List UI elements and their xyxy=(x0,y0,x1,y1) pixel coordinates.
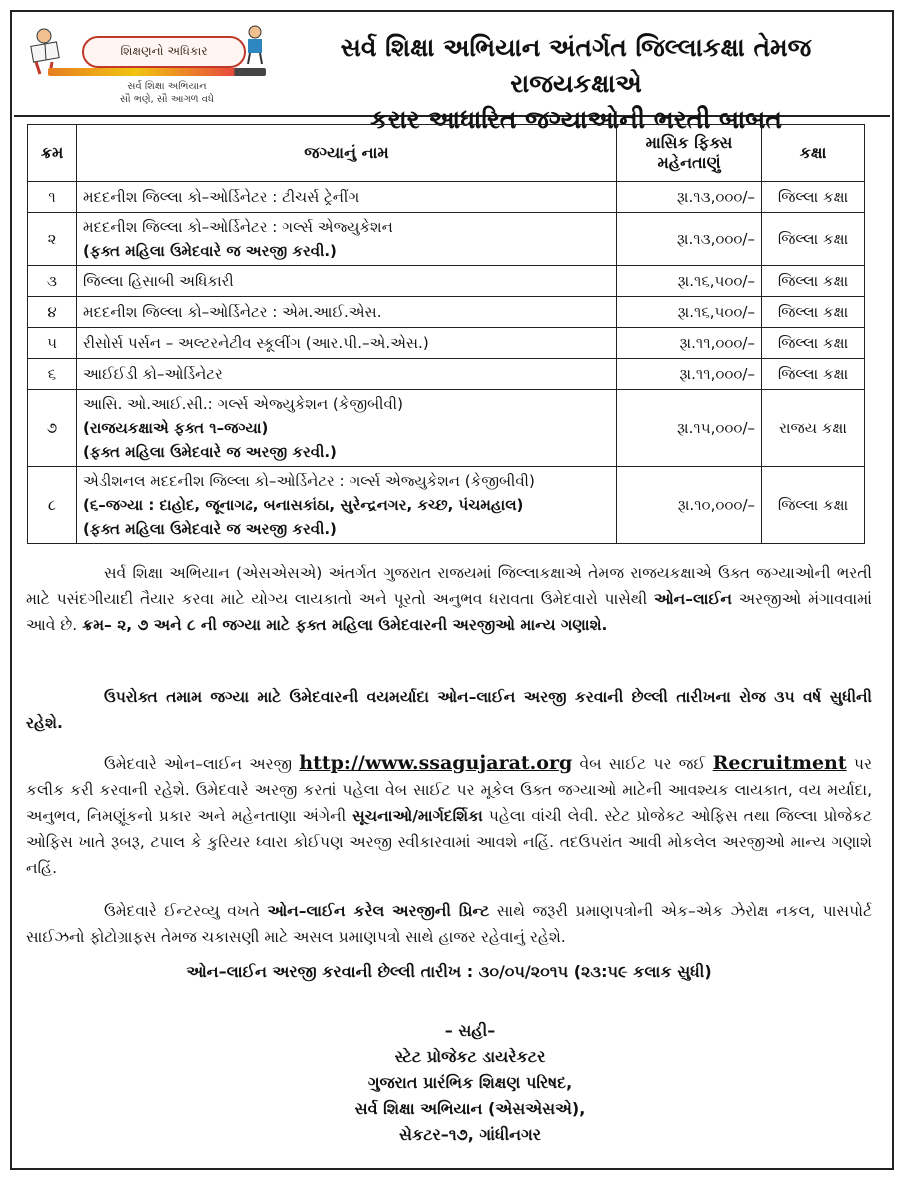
p3-text-b: વેબ સાઈટ પર જઈ xyxy=(579,755,706,773)
post-title: મદદનીશ જિલ્લા કો–ઓર્ડિનેટર : ગર્લ્સ એજ્યુકેશન xyxy=(83,218,393,236)
table-row xyxy=(28,328,865,359)
row-level: રાજય કક્ષા xyxy=(762,390,865,467)
header-level: કક્ષા xyxy=(762,125,865,182)
row-no: ૫ xyxy=(28,328,77,359)
logo-text xyxy=(82,80,252,106)
header-no: ક્રમ xyxy=(28,125,77,182)
row-post-name xyxy=(77,390,617,467)
p3-text-a: ઉમેદવારે ઓન–લાઈન અરજી xyxy=(104,755,293,773)
p4-text-b: સાથે જરૂરી પ્રમાણપત્રોની એક–એક ઝેરોક્ષ નકલ, પાસપોર્ટ સાઈઝનો ફોટોગ્રાફસ તેમજ ચકાસણી માટે અસલ પ્રમાણપત્રો સાથે હાજર રહેવાનું રહેશે. xyxy=(26,902,872,946)
row-no: ૨ xyxy=(28,213,77,266)
website-link[interactable]: http://www.ssagujarat.org xyxy=(299,752,573,774)
recruitment-link[interactable]: Recruitment xyxy=(712,752,847,774)
post-title: એડીશનલ મદદનીશ જિલ્લા કો–ઓર્ડિનેટર : ગર્લ્સ એજ્યુકેશન (કેજીબીવી) xyxy=(83,472,535,490)
post-title: મદદનીશ જિલ્લા કો–ઓર્ડિનેટર : ટીચર્સ ટ્રેનીંગ xyxy=(83,188,360,206)
post-note: (ફક્ત મહિલા ઉમેદવારે જ અરજી કરવી.) xyxy=(83,520,337,538)
table-row xyxy=(28,297,865,328)
p3-text-d: પહેલા વાંચી લેવી. સ્ટેટ પ્રોજેકટ ઓફિસ તથા જિલ્લા પ્રોજેકટ ઓફિસ ખાતે રૂબરૂ, ટપાલ કે કુરિયર ધ્વારા કોઈપણ અરજી સ્વીકારવામાં આવશે નહિં. તદઉપરાંત આવી મોકલેલ અરજીઓ માન્ય ગણાશે નહિં. xyxy=(26,807,872,877)
ssa-logo xyxy=(22,22,270,108)
row-pay: રૂા.૧૧,૦૦૦/– xyxy=(617,359,762,390)
title-line-1: સર્વ શિક્ષા અભિયાન અંતર્ગત જિલ્લાકક્ષા તેમજ રાજયકક્ષાએ xyxy=(340,33,812,98)
p1-women-only: ક્રમ– ૨, ૭ અને ૮ ની જગ્યા માટે ફક્ત મહિલા ઉમેદવારની અરજીઓ માન્ય ગણાશે. xyxy=(82,616,608,634)
paragraph-1 xyxy=(26,560,872,638)
table-row xyxy=(28,213,865,266)
row-no: ૧ xyxy=(28,182,77,213)
child-figure-icon xyxy=(240,24,270,64)
row-post-name xyxy=(77,297,617,328)
row-post-name xyxy=(77,359,617,390)
row-no: ૪ xyxy=(28,297,77,328)
logo-name: સર્વ શિક્ષા અભિયાન xyxy=(127,81,207,92)
signatory-org-2: સર્વ શિક્ષા અભિયાન (એસએસએ), xyxy=(354,1099,586,1118)
signature-block xyxy=(260,1018,680,1148)
table-row xyxy=(28,467,865,544)
row-post-name xyxy=(77,182,617,213)
row-no: ૮ xyxy=(28,467,77,544)
table-body xyxy=(28,182,865,544)
signatory-address: સેકટર–૧૭, ગાંધીનગર xyxy=(398,1125,542,1144)
table-row xyxy=(28,359,865,390)
row-post-name xyxy=(77,467,617,544)
p3-guidelines: સૂચનાઓ/માર્ગદર્શિકા xyxy=(352,807,483,825)
header-pay: માસિક ફિક્સ મહેનતાણું xyxy=(617,125,762,182)
title-line-2: કરાર આધારિત જગ્યાઓની ભરતી બાબત xyxy=(370,105,782,134)
p1-online: ઓન–લાઈન xyxy=(653,590,732,608)
paragraph-interview xyxy=(26,898,872,950)
table-row xyxy=(28,266,865,297)
posts-table xyxy=(27,124,865,544)
row-level: જિલ્લા કક્ષા xyxy=(762,467,865,544)
post-title: રીસોર્સ પર્સન – અલ્ટરનેટીવ સ્કૂલીંગ (આર.પી.–એ.એસ.) xyxy=(83,334,429,352)
p1-text: સર્વ શિક્ષા અભિયાન (એસએસએ) અંતર્ગત ગુજરાત રાજયમાં જિલ્લાકક્ષાએ તેમજ રાજયકક્ષાએ ઉક્ત જગ્યાઓની ભરતી માટે પસંદગીયાદી તૈયાર કરવા માટે યોગ્ય લાયકાતો અને પૂરતો અનુભવ ધરાવતા ઉમેદવારો પાસેથી xyxy=(26,564,872,608)
post-note: (ફક્ત મહિલા ઉમેદવારે જ અરજી કરવી.) xyxy=(83,242,337,260)
row-pay: રૂા.૧૬,૫૦૦/– xyxy=(617,266,762,297)
post-title: આસિ. ઓ.આઈ.સી.: ગર્લ્સ એજ્યુકેશન (કેજીબીવી) xyxy=(83,395,403,413)
p3-text-c: પર કલીક કરી કરવાની રહેશે. ઉમેદવારે અરજી કરતાં પહેલા વેબ સાઈટ પર મૂકેલ ઉક્ત જગ્યાઓ માટેની આવશ્યક લાયકાત, વય મર્યાદા, અનુભવ, નિમણૂંકનો પ્રકાર અને મહેનતાણા અંગેની xyxy=(26,755,872,825)
logo-tagline: શિક્ષણનો અધિકાર xyxy=(82,36,246,68)
signatory-title: સ્ટેટ પ્રોજેકટ ડાયરેકટર xyxy=(394,1047,546,1066)
row-post-name xyxy=(77,266,617,297)
post-note: (ફક્ત મહિલા ઉમેદવારે જ અરજી કરવી.) xyxy=(83,443,337,461)
row-pay: રૂા.૧૩,૦૦૦/– xyxy=(617,182,762,213)
table-header-row xyxy=(28,125,865,182)
paragraph-apply-online xyxy=(26,750,872,881)
page-header xyxy=(14,14,890,134)
p4-text-a: ઉમેદવારે ઈન્ટરવ્યુ વખતે xyxy=(104,902,260,920)
post-title: આઈઈડી કો–ઓર્ડિનેટર xyxy=(83,365,223,383)
row-post-name xyxy=(77,328,617,359)
signatory-org: ગુજરાત પ્રારંભિક શિક્ષણ પરિષદ, xyxy=(367,1073,573,1092)
table-row xyxy=(28,182,865,213)
row-pay: રૂા.૧૫,૦૦૦/– xyxy=(617,390,762,467)
signature-mark: – સહી– xyxy=(444,1021,496,1040)
row-no: ૭ xyxy=(28,390,77,467)
row-pay: રૂા.૧૧,૦૦૦/– xyxy=(617,328,762,359)
paragraph-age-limit: ઉપરોક્ત તમામ જગ્યા માટે ઉમેદવારની વયમર્યાદા ઓન–લાઈન અરજી કરવાની છેલ્લી તારીખના રોજ ૩૫ વર્ષ સુધીની રહેશે. xyxy=(26,688,872,732)
row-pay: રૂા.૧૬,૫૦૦/– xyxy=(617,297,762,328)
row-post-name xyxy=(77,213,617,266)
post-note: (૬–જગ્યા : દાહોદ, જૂનાગઢ, બનાસકાંઠા, સુરેન્દ્રનગર, કચ્છ, પંચમહાલ) xyxy=(83,496,524,514)
header-name: જગ્યાનું નામ xyxy=(77,125,617,182)
row-level: જિલ્લા કક્ષા xyxy=(762,297,865,328)
logo-motto: સૌ ભણે, સૌ આગળ વધે xyxy=(119,94,214,105)
row-pay: રૂા.૧૦,૦૦૦/– xyxy=(617,467,762,544)
row-level: જિલ્લા કક્ષા xyxy=(762,213,865,266)
row-no: ૬ xyxy=(28,359,77,390)
row-level: જિલ્લા કક્ષા xyxy=(762,359,865,390)
last-date: ઓન–લાઈન અરજી કરવાની છેલ્લી તારીખ : ૩૦/૦૫/૨૦૧૫ (૨૩:૫૯ કલાક સુધી) xyxy=(186,962,712,981)
post-title: મદદનીશ જિલ્લા કો–ઓર્ડિનેટર : એમ.આઈ.એસ. xyxy=(83,303,382,321)
p1-text-b: અરજીઓ મંગાવવામાં આવે છે. xyxy=(26,590,872,634)
row-level: જિલ્લા કક્ષા xyxy=(762,328,865,359)
notice-title xyxy=(276,30,876,138)
post-note: (રાજયકક્ષાએ ફક્ત ૧–જગ્યા) xyxy=(83,419,269,437)
p4-print: ઓન–લાઈન કરેલ અરજીની પ્રિન્ટ xyxy=(267,902,490,920)
table-row xyxy=(28,390,865,467)
row-no: ૩ xyxy=(28,266,77,297)
row-level: જિલ્લા કક્ષા xyxy=(762,182,865,213)
pencil-icon xyxy=(48,68,266,76)
post-title: જિલ્લા હિસાબી અધિકારી xyxy=(83,272,234,290)
row-level: જિલ્લા કક્ષા xyxy=(762,266,865,297)
row-pay: રૂા.૧૩,૦૦૦/– xyxy=(617,213,762,266)
